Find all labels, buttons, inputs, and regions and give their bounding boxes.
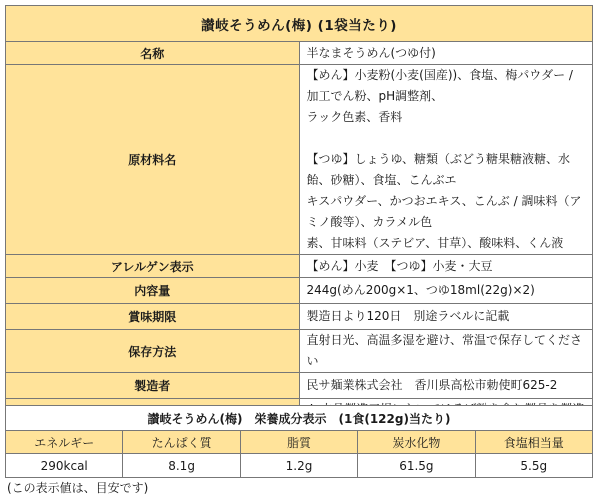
- row-storage: [6, 330, 593, 373]
- value-line: 製造日より120日 別途ラベルに記載: [306, 309, 510, 323]
- value-line: 【めん】小麦粉(小麦(国産))、食塩、梅パウダー / 加工でん粉、pH調整剤、: [306, 68, 573, 103]
- value-name: [299, 42, 593, 65]
- nutrition-header-fat: 脂質: [240, 431, 357, 454]
- product-spec-table: [5, 5, 593, 463]
- value-line: 【めん】小麦 【つゆ】小麦・大豆: [306, 258, 493, 273]
- label-expiry: 賞味期限: [6, 304, 300, 330]
- row-name: [6, 42, 593, 65]
- nutrition-value-fat: 1.2g: [240, 454, 357, 478]
- nutrition-header-energy: エネルギー: [6, 431, 123, 454]
- nutrition-table: [5, 405, 593, 478]
- value-line: 244g(めん200g×1、つゆ18ml(22g)×2): [306, 283, 535, 297]
- nutrition-value-energy: 290kcal: [6, 454, 123, 478]
- label-name: 名称: [6, 42, 300, 65]
- row-expiry: [6, 304, 593, 330]
- nutrition-table-title: 讃岐そうめん(梅) 栄養成分表示 (1食(122g)当たり): [6, 406, 593, 431]
- footnote: (この表示値は、目安です): [7, 481, 149, 495]
- value-line: ラック色素、香料: [306, 110, 403, 124]
- label-allergen: アレルゲン表示: [6, 255, 300, 278]
- nutrition-header-protein: たんぱく質: [123, 431, 240, 454]
- row-ingredients: [6, 65, 593, 255]
- nutrition-header-row: [6, 431, 593, 454]
- value-storage: [299, 330, 593, 373]
- line-gap: [307, 128, 586, 149]
- nutrition-value-salt: 5.5g: [475, 454, 592, 478]
- nutrition-header-salt: 食塩相当量: [475, 431, 592, 454]
- label-ingredients: 原材料名: [6, 65, 300, 255]
- row-content: [6, 278, 593, 304]
- row-manufacturer: [6, 373, 593, 399]
- value-manufacturer: [299, 373, 593, 399]
- label-content: 内容量: [6, 278, 300, 304]
- value-line: 直射日光、高温多湿を避け、常温で保存してください: [306, 333, 583, 368]
- row-allergen: [6, 255, 593, 278]
- value-allergen: [299, 255, 593, 278]
- nutrition-value-row: [6, 454, 593, 478]
- value-line: 半なまそうめん(つゆ付): [306, 45, 436, 60]
- value-line: 【つゆ】しょうゆ、糖類（ぶどう糖果糖液糖、水飴、砂糖）、食塩、こんぶエ: [306, 152, 571, 187]
- nutrition-value-carbs: 61.5g: [358, 454, 475, 478]
- value-expiry: [299, 304, 593, 330]
- nutrition-value-protein: 8.1g: [123, 454, 240, 478]
- label-manufacturer: 製造者: [6, 373, 300, 399]
- nutrition-header-carbs: 炭水化物: [358, 431, 475, 454]
- value-line: 民サ麺業株式会社 香川県高松市勅使町625-2: [306, 378, 558, 392]
- value-content: [299, 278, 593, 304]
- value-line: 素、甘味料（ステビア、甘草）、酸味料、くん液: [306, 236, 564, 250]
- label-storage: 保存方法: [6, 330, 300, 373]
- value-ingredients: [299, 65, 593, 255]
- product-table-title: 讃岐そうめん(梅) (1袋当たり): [6, 6, 593, 42]
- value-line: キスパウダー、かつおエキス、こんぶ / 調味料（アミノ酸等）、カラメル色: [306, 194, 582, 229]
